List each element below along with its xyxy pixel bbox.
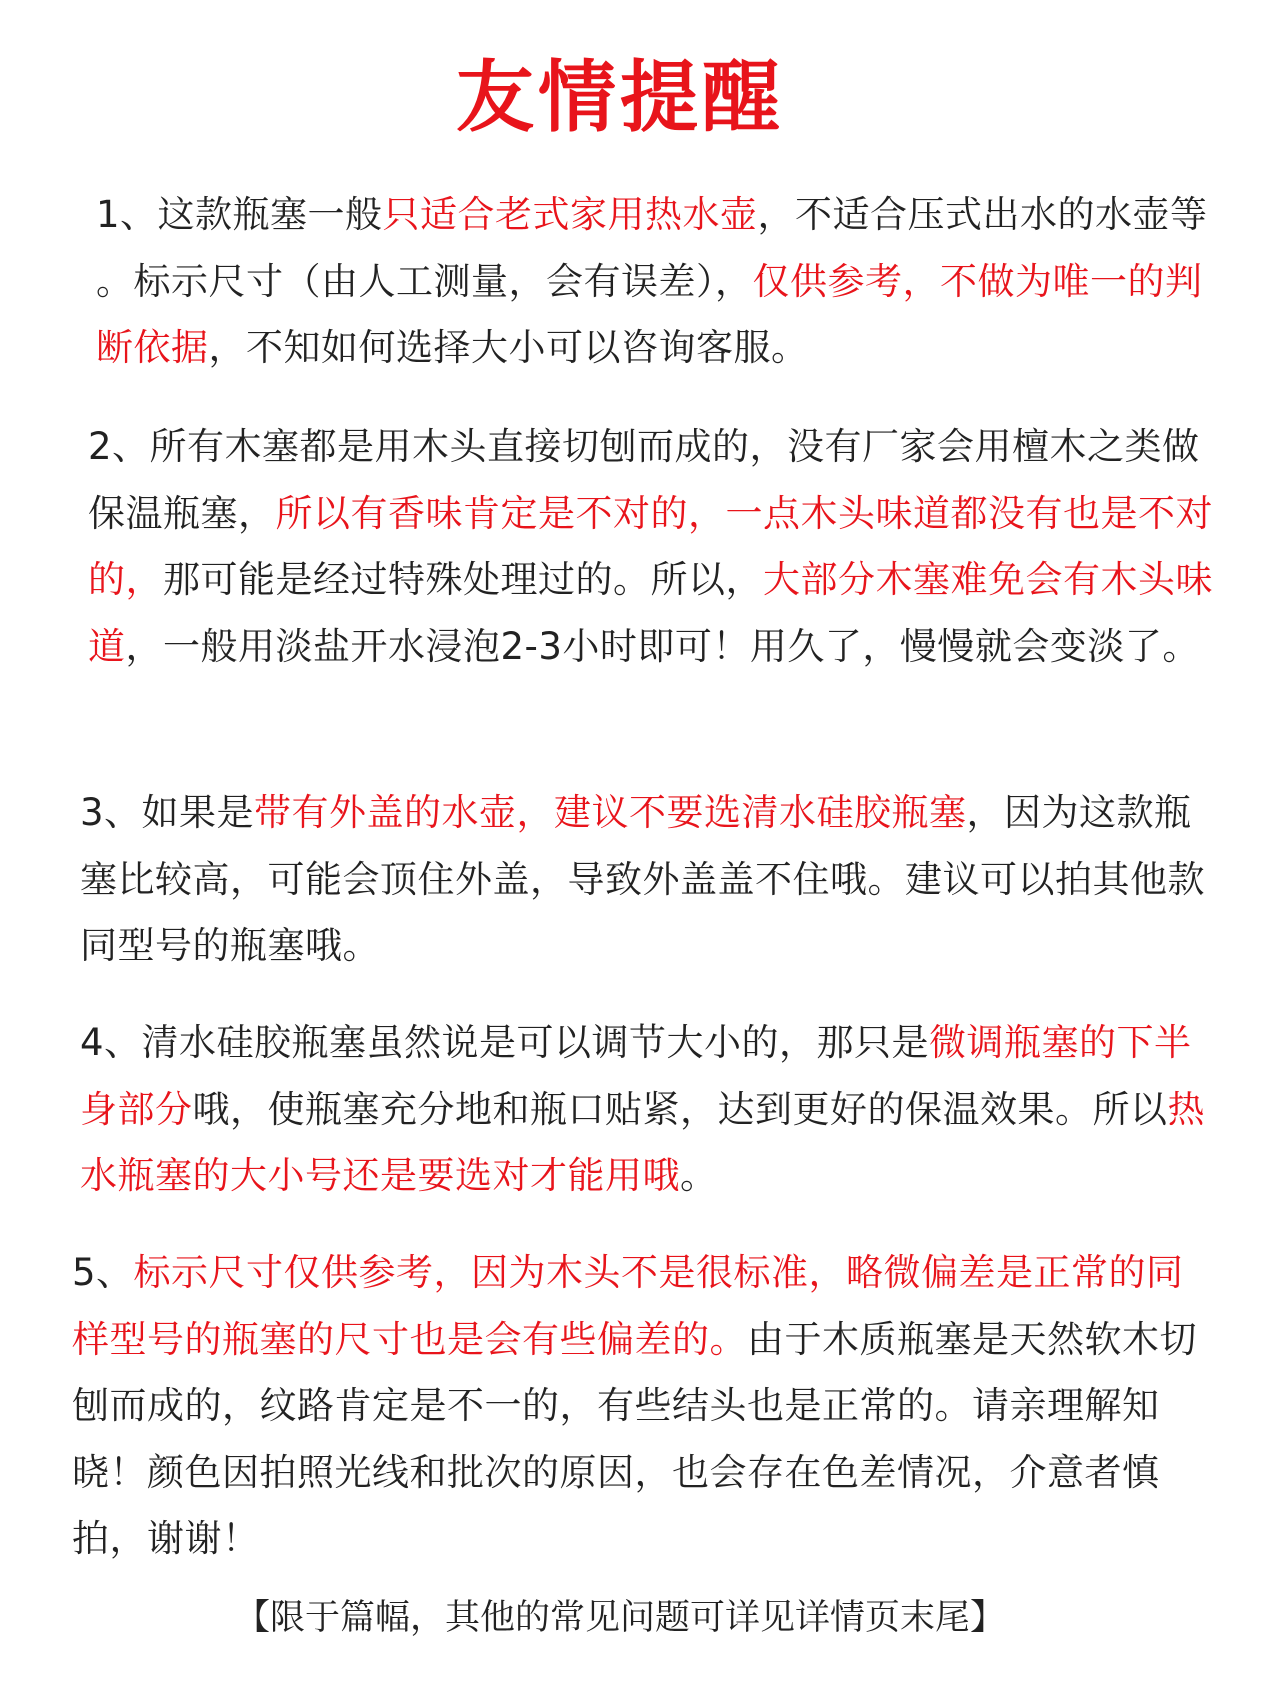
note-text-segment: 4、清水硅胶瓶塞虽然说是可以调节大小的，那只是 (80, 1021, 930, 1064)
note-text-segment: 由于木质瓶塞是天然软木切刨而成的，纹路肯定是不一的，有些结头也是正常的。请亲理解知晓！颜色因拍照光线和批次的原因，也会存在色差情况，介意者慎拍，谢谢！ (72, 1317, 1197, 1560)
note-highlight-segment: 热水瓶塞的大小号还是要选对才能用哦 (80, 1087, 1205, 1197)
note-highlight-segment: 标示尺寸仅供参考，因为木头不是很标准，略微偏差是正常的同样型号的瓶塞的尺寸也是会有些偏差的。 (72, 1251, 1184, 1361)
note-highlight-segment: 微调瓶塞的下半身部分 (80, 1021, 1192, 1131)
note-paragraph-5 (72, 1240, 1212, 1573)
note-text-segment: 哦，使瓶塞充分地和瓶口贴紧，达到更好的保温效果。所以 (192, 1087, 1168, 1131)
note-paragraph-1 (96, 182, 1216, 382)
footer-note: 【限于篇幅，其他的常见问题可详见详情页末尾】 (234, 1598, 1005, 1638)
note-paragraph-4 (80, 1010, 1220, 1210)
note-text-segment: 5、 (72, 1251, 134, 1294)
note-text-segment: 3、如果是 (80, 791, 255, 834)
note-text-segment: ，不适合压式出水的水壶等 。标示尺寸（由人工测量，会有误差）， (96, 193, 1208, 303)
note-text-segment: ，一般用淡盐开水浸泡2-3小时即可！用久了，慢慢就会变淡了。 (125, 624, 1200, 668)
note-text-segment: 2、所有木塞都是用木头直接切刨而成的，没有厂家会用檀木之类做保温瓶塞， (88, 425, 1200, 535)
note-paragraph-3 (80, 780, 1220, 980)
note-paragraph-2 (88, 414, 1228, 680)
note-highlight-segment: 带有外盖的水壶，建议不要选清水硅胶瓶塞 (254, 791, 967, 834)
note-highlight-segment: 大部分木塞难免会有木头味道 (88, 558, 1213, 668)
note-text-segment: ，不知如何选择大小可以咨询客服。 (208, 326, 809, 369)
note-text-segment: 那可能是经过特殊处理过的。所以， (163, 558, 763, 601)
page-title: 友情提醒 (455, 53, 784, 143)
note-highlight-segment: 所以有香味肯定是不对的，一点木头味道都没有也是不对的， (88, 491, 1213, 601)
note-text-segment: ，因为这款瓶塞比较高，可能会顶住外盖，导致外盖盖不住哦。建议可以拍其他款同型号的瓶塞哦。 (80, 791, 1205, 967)
note-highlight-segment: 仅供参考，不做为唯一的判断依据 (96, 259, 1203, 369)
note-text-segment: 。 (680, 1154, 718, 1197)
note-text-segment: 1、这款瓶塞一般 (96, 193, 383, 236)
note-highlight-segment: 只适合老式家用热水壶 (382, 193, 758, 236)
